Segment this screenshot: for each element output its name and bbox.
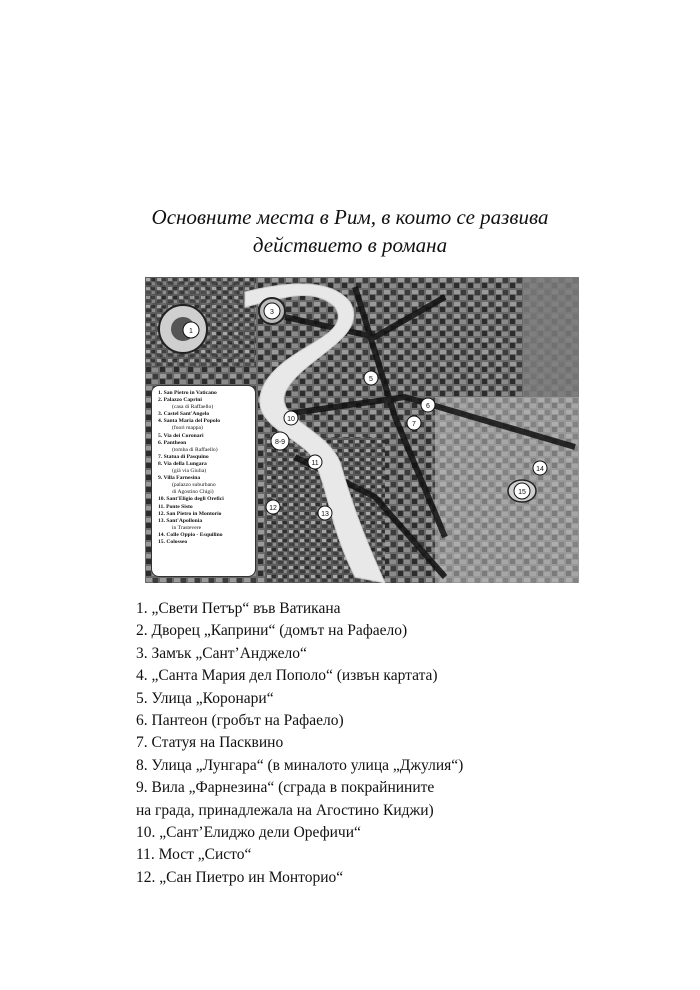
map-marker: 11	[311, 460, 319, 467]
map-legend	[151, 385, 256, 577]
legend-item-note: (palazzo suburbano	[172, 482, 216, 489]
list-item: 6. Пантеон (гробът на Рафаело)	[136, 712, 344, 730]
legend-item: 2. Palazzo Caprini	[158, 397, 202, 404]
rome-map	[145, 277, 579, 583]
list-item: 2. Дворец „Каприни“ (домът на Рафаело)	[136, 622, 408, 640]
legend-item: 1. San Pietro in Vaticano	[158, 390, 217, 396]
list-item: на града, принадлежала на Агостино Киджи)	[136, 801, 434, 819]
legend-item-note: in Trastevere	[172, 524, 202, 531]
legend-item: 9. Villa Farnesina	[158, 475, 201, 482]
list-item: 4. „Санта Мария дел Пополо“ (извън картата)	[136, 667, 438, 685]
page-title-line-1: Основните места в Рим, в които се развива	[151, 205, 549, 229]
list-item: 3. Замък „Сант’Анджело“	[136, 644, 307, 662]
map-marker: 14	[536, 466, 544, 473]
list-item: 9. Вила „Фарнезина“ (сграда в покрайнините	[136, 779, 435, 797]
legend-item: 10. Sant'Eligio degli Orefici	[158, 496, 224, 503]
map-marker: 12	[269, 505, 277, 512]
legend-item: 13. Sant'Apollonia	[158, 517, 203, 524]
map-marker: 13	[321, 511, 329, 518]
legend-item-note: (tomba di Raffaello)	[172, 446, 218, 453]
legend-item: 7. Statua di Pasquino	[158, 453, 209, 460]
list-item: 12. „Сан Пиетро ин Монторио“	[136, 868, 344, 886]
page-title-line-2: действието в романа	[252, 233, 448, 257]
legend-item: 15. Colosseo	[158, 538, 188, 545]
list-item: 7. Статуя на Пасквино	[136, 734, 284, 752]
legend-item-note: (fuori mappa)	[172, 425, 203, 432]
legend-item: 4. Santa Maria del Popolo	[158, 418, 220, 425]
legend-item-note: (già via Giulia)	[172, 468, 207, 475]
map-marker: 5	[369, 376, 373, 383]
map-marker: 8-9	[274, 439, 286, 446]
legend-item: 11. Ponte Sisto	[158, 503, 193, 510]
page-title	[0, 203, 700, 259]
list-item: 11. Мост „Систо“	[136, 846, 252, 864]
map-marker: 15	[518, 489, 526, 496]
map-marker: 1	[189, 328, 193, 335]
legend-item: 5. Via dei Coronari	[158, 432, 204, 439]
legend-item: 6. Pantheon	[158, 439, 187, 446]
legend-item-note: di Agostino Chigi)	[172, 489, 214, 496]
places-list	[136, 598, 463, 889]
legend-item: 14. Colle Oppio - Esquilino	[158, 531, 223, 538]
map-marker: 3	[270, 309, 274, 316]
legend-item-note: (casa di Raffaello)	[172, 404, 214, 411]
list-item: 5. Улица „Коронари“	[136, 689, 274, 707]
legend-item: 12. San Pietro in Montorio	[158, 510, 222, 517]
map-marker: 7	[412, 421, 416, 428]
list-item: 8. Улица „Лунгара“ (в миналото улица „Джулия“)	[136, 756, 464, 774]
map-marker: 10	[287, 416, 295, 423]
list-item: 1. „Свети Петър“ във Ватикана	[136, 600, 341, 617]
legend-item: 8. Via della Lungara	[158, 460, 207, 467]
list-item: 10. „Сант’Елиджо дели Орефичи“	[136, 824, 361, 842]
map-marker: 6	[426, 403, 430, 410]
legend-item: 3. Castel Sant'Angelo	[158, 411, 210, 418]
